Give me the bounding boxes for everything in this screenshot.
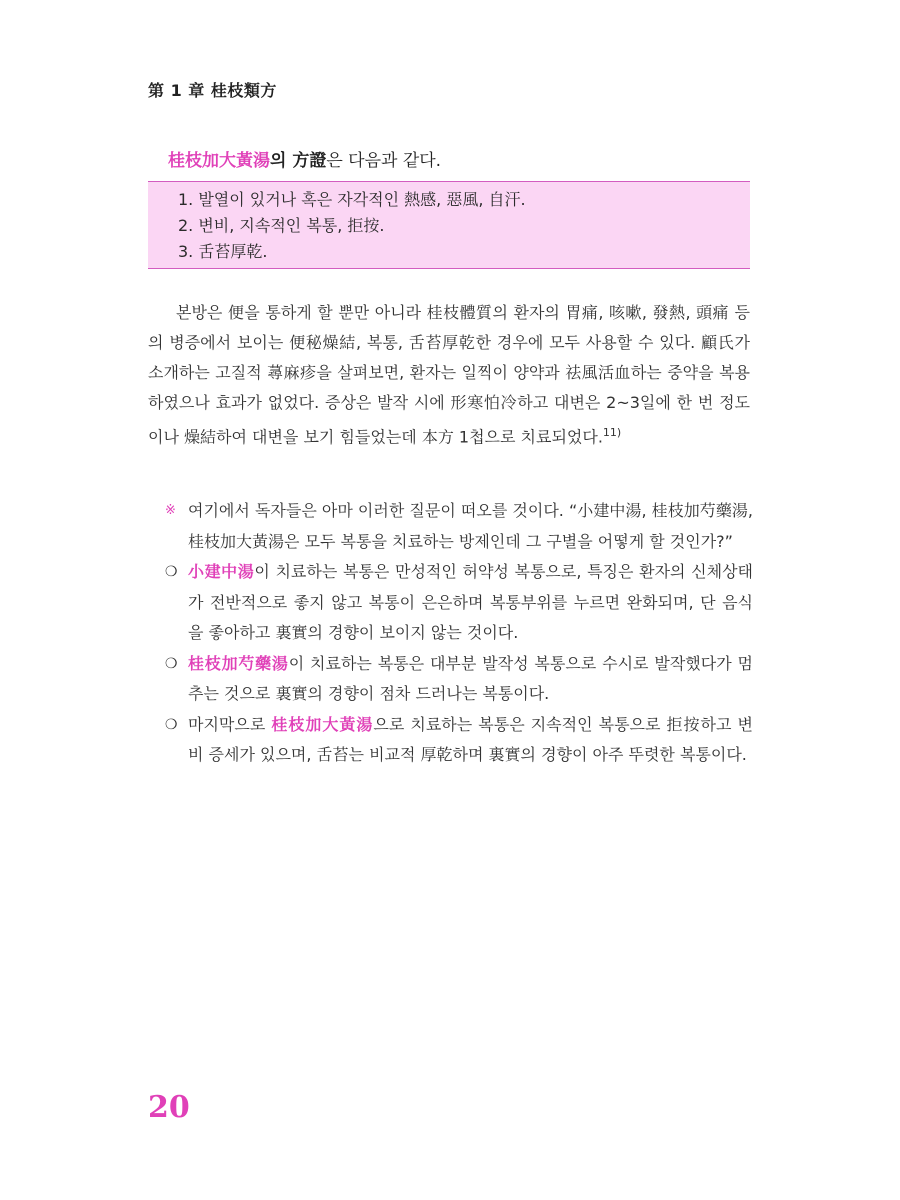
footnote-ref: 11) bbox=[602, 426, 622, 439]
note-highlight: 小建中湯 bbox=[188, 562, 255, 581]
reference-mark-icon: ※ bbox=[165, 503, 176, 518]
symptom-item: 2. 변비, 지속적인 복통, 拒按. bbox=[178, 216, 385, 235]
circle-bullet-icon: ❍ bbox=[165, 564, 178, 580]
note-text: 이 치료하는 복통은 만성적인 허약성 복통으로, 특징은 환자의 신체상태가 전반적으로 좋지 않고 복통이 은은하며 복통부위를 누르면 완화되며, 단 음식을 좋아하고 裏實의 경향이 보이지 않는 것이다. bbox=[188, 562, 753, 642]
body-paragraph bbox=[148, 298, 750, 452]
note-highlight: 桂枝加芍藥湯 bbox=[188, 653, 289, 673]
note-text: 으로 치료하는 복통은 지속적인 복통으로 拒按하고 변비 증세가 있으며, 舌苔는 비교적 厚乾하며 裏實의 경향이 아주 뚜렷한 복통이다. bbox=[188, 714, 753, 764]
circle-bullet-icon: ❍ bbox=[165, 655, 178, 672]
note-item bbox=[165, 557, 753, 649]
chapter-header: 第 1 章 桂枝類方 bbox=[148, 81, 277, 100]
note-item bbox=[165, 496, 753, 557]
intro-rest: 은 다음과 같다. bbox=[326, 151, 442, 171]
notes-list bbox=[165, 496, 753, 771]
note-item bbox=[165, 710, 753, 771]
note-text: 여기에서 독자들은 아마 이러한 질문이 떠오를 것이다. “小建中湯, 桂枝加芍藥湯, 桂枝加大黃湯은 모두 복통을 치료하는 방제인데 그 구별을 어떻게 할 것인가?” bbox=[188, 501, 753, 551]
body-text: 본방은 便을 통하게 할 뿐만 아니라 桂枝體質의 환자의 胃痛, 咳嗽, 發熱, 頭痛 등의 병증에서 보이는 便秘燥結, 복통, 舌苔厚乾한 경우에 모두 사용할 수 있다. 顧氏가 소개하는 고질적 蕁麻疹을 살펴보면, 환자는 일찍이 양약과 祛風活血하는 중약을 복용하였으나 효과가 없었다. 증상은 발작 시에 形寒怕冷하고 대변은 2~3일에 한 번 정도이나 燥結하여 대변을 보기 힘들었는데 本方 1첩으로 치료되었다. bbox=[148, 303, 750, 447]
intro-formula: 桂枝加大黃湯 bbox=[168, 151, 270, 171]
note-highlight: 桂枝加大黃湯 bbox=[271, 714, 374, 734]
note-item bbox=[165, 649, 753, 710]
body-paragraph-text bbox=[148, 298, 750, 452]
symptom-box bbox=[148, 181, 750, 269]
intro-line bbox=[168, 146, 441, 171]
symptom-item: 3. 舌苔厚乾. bbox=[178, 242, 268, 261]
note-text: 이 치료하는 복통은 대부분 발작성 복통으로 수시로 발작했다가 멈추는 것으로 裏實의 경향이 점차 드러나는 복통이다. bbox=[188, 653, 753, 703]
note-prefix: 마지막으로 bbox=[188, 714, 272, 734]
circle-bullet-icon: ❍ bbox=[165, 716, 178, 733]
page-number: 20 bbox=[148, 1090, 190, 1125]
intro-particle: 의 方證 bbox=[270, 151, 327, 171]
symptom-item: 1. 발열이 있거나 혹은 자각적인 熱感, 惡風, 自汗. bbox=[178, 190, 526, 209]
